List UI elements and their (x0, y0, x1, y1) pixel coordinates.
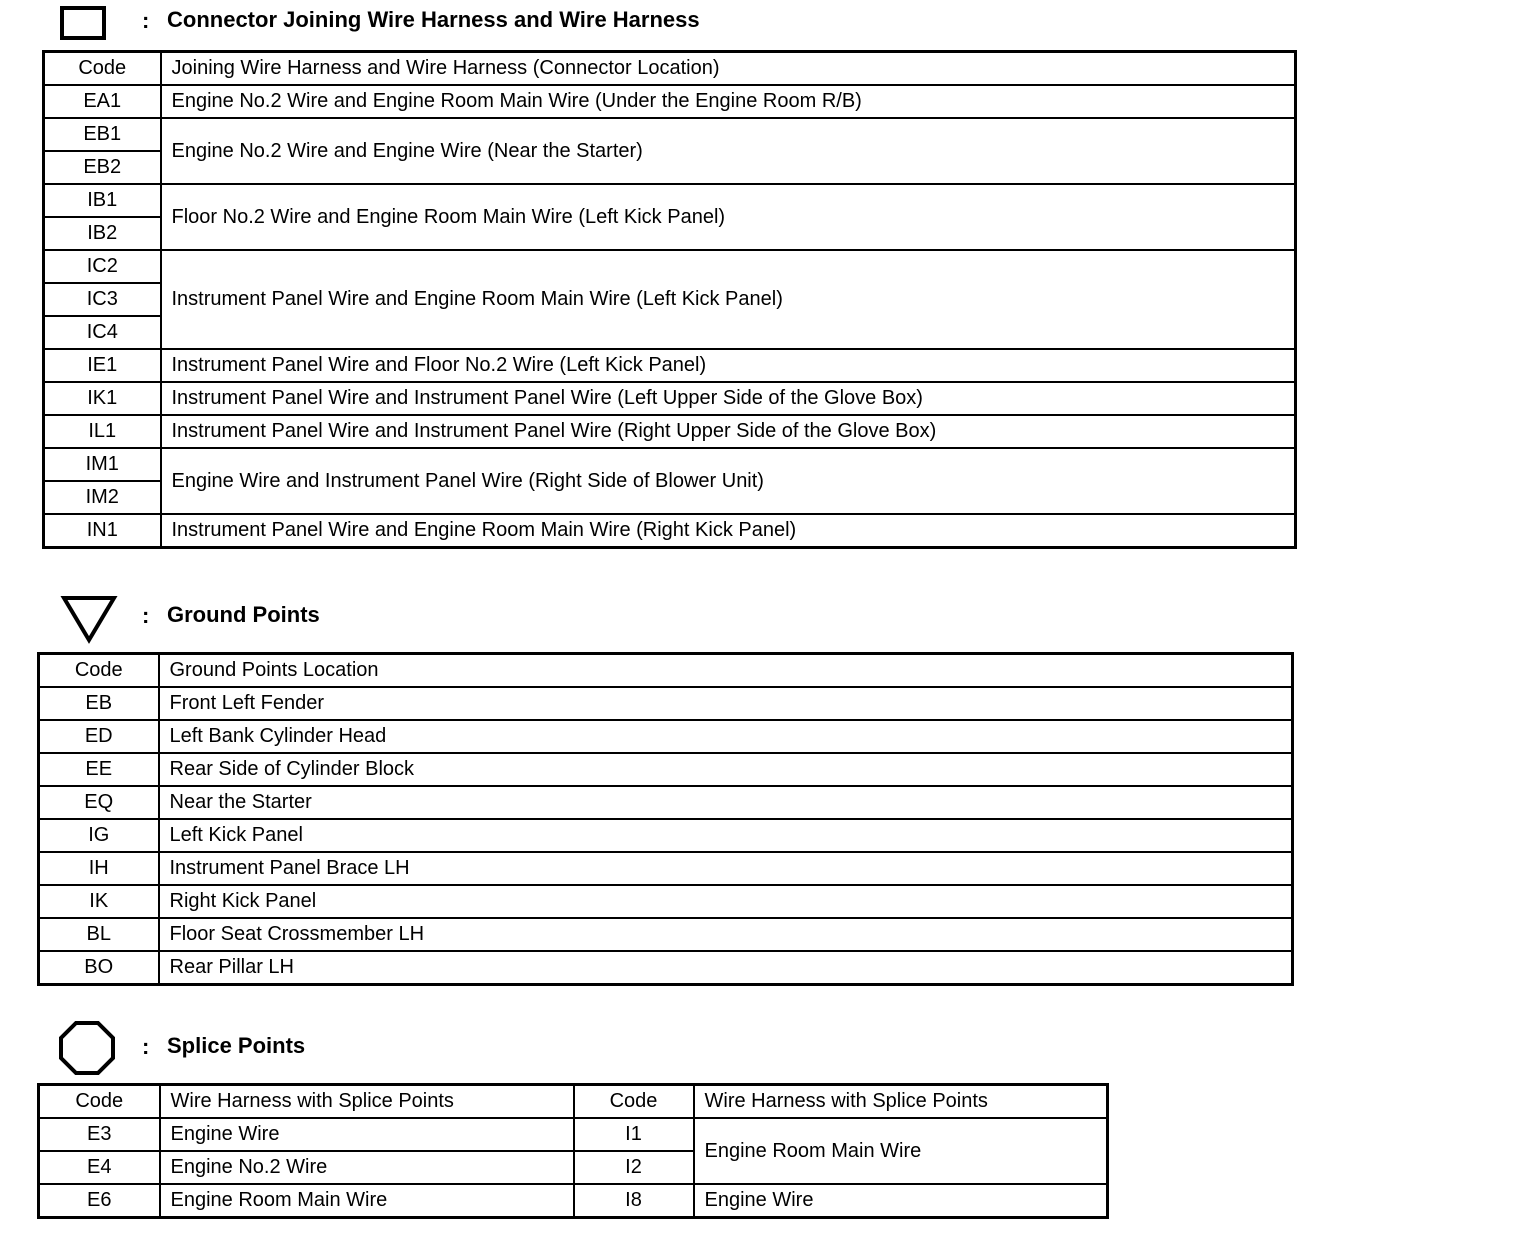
connector-table (42, 50, 1297, 549)
table-row (39, 852, 1293, 885)
ground-code: ED (39, 720, 159, 753)
ground-code: EB (39, 687, 159, 720)
connector-code: IC3 (44, 283, 161, 316)
connector-description: Instrument Panel Wire and Instrument Panel Wire (Left Upper Side of the Glove Box) (161, 382, 1296, 415)
ground-location: Left Kick Panel (159, 819, 1293, 852)
splice-code: I1 (574, 1118, 694, 1151)
table-header-row (44, 52, 1296, 86)
table-row (44, 382, 1296, 415)
table-header-row (39, 654, 1293, 688)
table-row (44, 85, 1296, 118)
connector-code: EA1 (44, 85, 161, 118)
connector-code: IB1 (44, 184, 161, 217)
code-header: Code (574, 1085, 694, 1119)
square-symbol-icon (60, 6, 106, 40)
connector-code: IN1 (44, 514, 161, 548)
connector-description: Floor No.2 Wire and Engine Room Main Wire (Left Kick Panel) (161, 184, 1296, 250)
splice-table (37, 1083, 1109, 1219)
location-header: Ground Points Location (159, 654, 1293, 688)
connector-description: Engine No.2 Wire and Engine Wire (Near the Starter) (161, 118, 1296, 184)
table-row (39, 687, 1293, 720)
connector-code: IB2 (44, 217, 161, 250)
table-row (44, 349, 1296, 382)
connector-section-title: Connector Joining Wire Harness and Wire Harness (167, 7, 700, 32)
table-row (44, 250, 1296, 283)
ground-location: Right Kick Panel (159, 885, 1293, 918)
ground-location: Rear Pillar LH (159, 951, 1293, 985)
ground-code: IH (39, 852, 159, 885)
table-row (39, 951, 1293, 985)
code-header: Code (44, 52, 161, 86)
connector-description: Instrument Panel Wire and Engine Room Main Wire (Left Kick Panel) (161, 250, 1296, 349)
ground-section-title: Ground Points (167, 602, 320, 627)
connector-description: Instrument Panel Wire and Engine Room Main Wire (Right Kick Panel) (161, 514, 1296, 548)
heading-colon: : (142, 603, 150, 628)
splice-code: E3 (39, 1118, 160, 1151)
table-row (39, 1118, 1108, 1151)
connector-code: IM2 (44, 481, 161, 514)
connector-description: Instrument Panel Wire and Floor No.2 Wire (Left Kick Panel) (161, 349, 1296, 382)
connector-code: EB1 (44, 118, 161, 151)
table-row (39, 819, 1293, 852)
ground-location: Rear Side of Cylinder Block (159, 753, 1293, 786)
splice-harness: Engine Room Main Wire (694, 1118, 1108, 1184)
ground-location: Floor Seat Crossmember LH (159, 918, 1293, 951)
connector-code: IL1 (44, 415, 161, 448)
table-row (39, 885, 1293, 918)
splice-harness: Engine Room Main Wire (160, 1184, 574, 1218)
table-row (39, 720, 1293, 753)
table-row (44, 415, 1296, 448)
table-header-row (39, 1085, 1108, 1119)
ground-location: Instrument Panel Brace LH (159, 852, 1293, 885)
harness-header: Wire Harness with Splice Points (694, 1085, 1108, 1119)
connector-code: IK1 (44, 382, 161, 415)
table-row (44, 448, 1296, 481)
splice-code: E4 (39, 1151, 160, 1184)
splice-code: I2 (574, 1151, 694, 1184)
harness-header: Wire Harness with Splice Points (160, 1085, 574, 1119)
table-row (44, 118, 1296, 151)
heading-colon: : (142, 8, 150, 33)
connector-code: IC2 (44, 250, 161, 283)
ground-code: BL (39, 918, 159, 951)
triangle-symbol-icon (60, 594, 118, 646)
table-row (39, 753, 1293, 786)
ground-code: EQ (39, 786, 159, 819)
splice-code: I8 (574, 1184, 694, 1218)
connector-description: Instrument Panel Wire and Instrument Panel Wire (Right Upper Side of the Glove Box) (161, 415, 1296, 448)
splice-code: E6 (39, 1184, 160, 1218)
splice-harness: Engine Wire (160, 1118, 574, 1151)
table-row (44, 514, 1296, 548)
ground-code: IK (39, 885, 159, 918)
heading-colon: : (142, 1034, 150, 1059)
description-header: Joining Wire Harness and Wire Harness (Connector Location) (161, 52, 1296, 86)
connector-code: IM1 (44, 448, 161, 481)
ground-location: Front Left Fender (159, 687, 1293, 720)
connector-code: IE1 (44, 349, 161, 382)
connector-description: Engine Wire and Instrument Panel Wire (Right Side of Blower Unit) (161, 448, 1296, 514)
ground-code: EE (39, 753, 159, 786)
code-header: Code (39, 654, 159, 688)
ground-location: Left Bank Cylinder Head (159, 720, 1293, 753)
ground-code: IG (39, 819, 159, 852)
connector-description: Engine No.2 Wire and Engine Room Main Wire (Under the Engine Room R/B) (161, 85, 1296, 118)
octagon-symbol-icon (58, 1020, 116, 1076)
connector-code: EB2 (44, 151, 161, 184)
table-row (39, 786, 1293, 819)
splice-section-title: Splice Points (167, 1033, 306, 1058)
table-row (39, 918, 1293, 951)
splice-harness: Engine No.2 Wire (160, 1151, 574, 1184)
connector-code: IC4 (44, 316, 161, 349)
splice-harness: Engine Wire (694, 1184, 1108, 1218)
ground-table (37, 652, 1294, 986)
ground-location: Near the Starter (159, 786, 1293, 819)
table-row (39, 1184, 1108, 1218)
code-header: Code (39, 1085, 160, 1119)
ground-code: BO (39, 951, 159, 985)
table-row (44, 184, 1296, 217)
